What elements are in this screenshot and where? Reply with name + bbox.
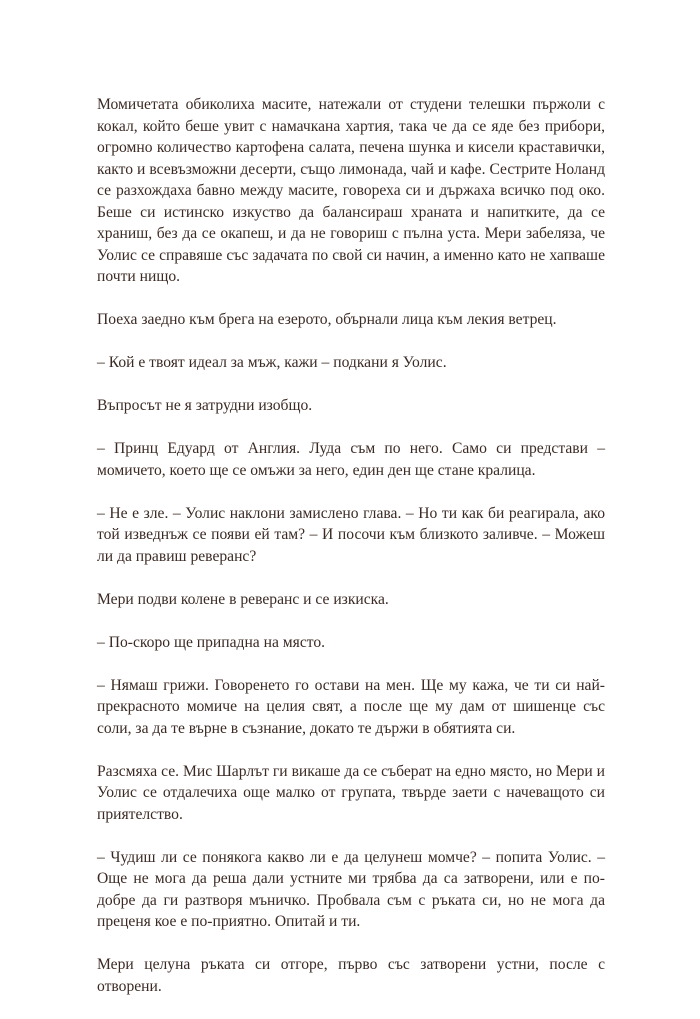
- paragraph: Мери подви колене в реверанс и се изкиска.: [97, 590, 389, 608]
- paragraph: Поеха заедно към брега на езерото, обърнали лица към лекия ветрец.: [97, 311, 557, 328]
- paragraph: – Кой е твоят идеал за мъж, кажи – подкани я Уолис.: [97, 354, 447, 371]
- paragraph: – Принц Едуард от Англия. Луда съм по него. Само си представи – момичето, което ще се омъжи за него, един ден ще стане кралица.: [97, 440, 605, 479]
- paragraph: – Нямаш грижи. Говоренето го остави на мен. Ще му кажа, че ти си най-прекрасното момиче на целия свят, а после ще му дам от шишенце със соли, за да те върне в съзнание, докато те държи в обятията си.: [97, 676, 605, 737]
- paragraph: Въпросът не я затрудни изобщо.: [97, 397, 313, 414]
- paragraph: – Не е зле. – Уолис наклони замислено глава. – Но ти как би реагирала, ако той изведнъж се появи ей там? – И посочи към близкото заливче. – Можеш ли да правиш реверанс?: [97, 504, 605, 565]
- paragraph: Мери целуна ръката си отгоре, първо със затворени устни, после с отворени.: [97, 956, 605, 995]
- paragraph: – По-скоро ще припадна на място.: [97, 633, 326, 651]
- paragraph: Момичетата обиколиха масите, натежали от студени телешки пържоли с кокал, който беше увит с намачкана хартия, така че да се яде без прибори, огромно количество картофена салата, печена шунка и кисели краставички, както и всевъзможни десерти, също лимонада, чай и кафе. Сестрите Ноланд се разхождаха бавно между масите, говореха си и държаха всичко под око. Беше си истинско изкуство да балансираш храната и напитките, да се храниш, без да се окапеш, и да не говориш с пълна уста. Мери забеляза, че Уолис се справяше със задачата по свой си начин, а именно като не хапваше почти нищо.: [97, 96, 605, 285]
- body-text: [97, 94, 605, 1019]
- paragraph: – Чудиш ли се понякога какво ли е да целунеш момче? – попита Уолис. – Още не мога да реша дали устните ми трябва да са затворени, или е по-добре да ги разтворя мъничко. Пробвала съм с ръката си, но не мога да преценя кое е по-приятно. Опитай и ти.: [97, 848, 605, 930]
- paragraph: Разсмяха се. Мис Шарлът ги викаше да се съберат на едно място, но Мери и Уолис се отдалечиха още малко от групата, твърде заети с начеващото си приятелство.: [97, 762, 605, 823]
